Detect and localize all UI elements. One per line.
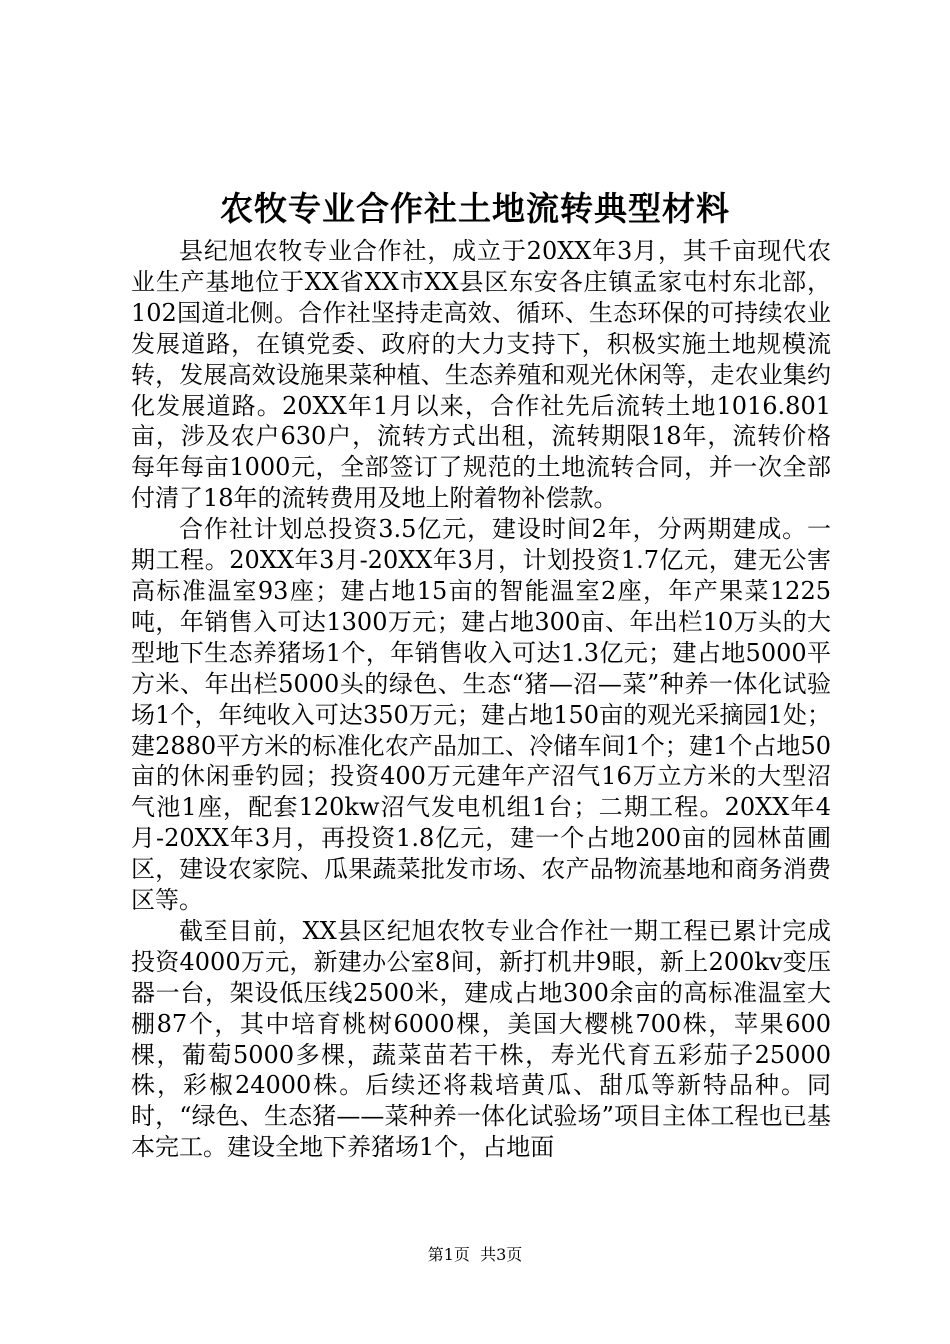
paragraph: 合作社计划总投资3.5亿元，建设时间2年，分两期建成。一期工程。20XX年3月-20XX年3月，计划投资1.7亿元，建无公害高标准温室93座；建占地15亩的智能温室2座，年产果菜1225吨，年销售入可达1300万元；建占地300亩、年出栏10万头的大型地下生态养猪场1个，年销售收入可达1.3亿元；建占地5000平方米、年出栏5000头的绿色、生态“猪—沼—菜”种养一体化试验场1个，年纯收入可达350万元；建占地150亩的观光采摘园1处；建2880平方米的标准化农产品加工、冷储车间1个；建1个占地50亩的休闲垂钓园；投资400万元建年产沼气16万立方米的大型沼气池1座，配套120kw沼气发电机组1台；二期工程。20XX年4月-20XX年3月，再投资1.8亿元，建一个占地200亩的园林苗圃区，建设农家院、瓜果蔬菜批发市场、农产品物流基地和商务消费区等。 bbox=[131, 515, 831, 915]
page-number-current: 第1页 bbox=[427, 1245, 470, 1264]
paragraph: 县纪旭农牧专业合作社，成立于20XX年3月，其千亩现代农业生产基地位于XX省XX市XX县区东安各庄镇孟家屯村东北部，102国道北侧。合作社坚持走高效、循环、生态环保的可持续农业发展道路，在镇党委、政府的大力支持下，积极实施土地规模流转，发展高效设施果菜种植、生态养殖和观光休闲等，走农业集约化发展道路。20XX年1月以来，合作社先后流转土地1016.801亩，涉及农户630户，流转方式出租，流转期限18年，流转价格每年每亩1000元，全部签订了规范的土地流转合同，并一次全部付清了18年的流转费用及地上附着物补偿款。 bbox=[131, 237, 831, 513]
page-number-total: 共3页 bbox=[480, 1245, 523, 1264]
page-footer bbox=[0, 1244, 950, 1266]
document-title: 农牧专业合作社土地流转典型材料 bbox=[220, 189, 730, 228]
document-body bbox=[131, 236, 831, 1163]
paragraph: 截至目前，XX县区纪旭农牧专业合作社一期工程已累计完成投资4000万元，新建办公室8间，新打机井9眼，新上200kv变压器一台，架设低压线2500米，建成占地300余亩的高标准温室大棚87个，其中培育桃树6000棵，美国大樱桃700株，苹果600棵，葡萄5000多棵，蔬菜苗若干株，寿光代育五彩茄子25000株，彩椒24000株。后续还将栽培黄瓜、甜瓜等新特品种。同时，“绿色、生态猪——菜种养一体化试验场”项目主体工程也已基本完工。建设全地下养猪场1个，占地面 bbox=[131, 916, 831, 1162]
footer-separator bbox=[470, 1245, 480, 1264]
